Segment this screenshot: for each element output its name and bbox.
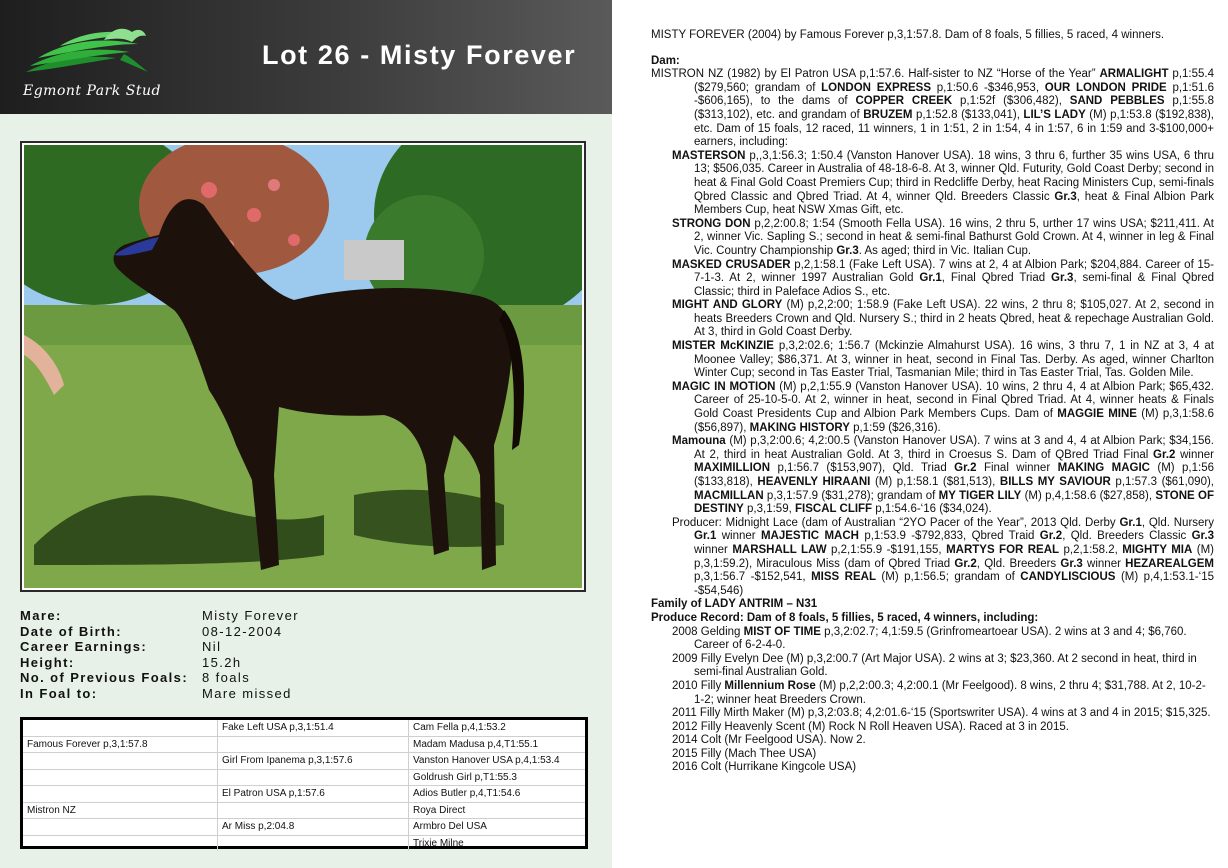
pedigree-cell: Adios Butler p,4,T1:54.6 <box>409 786 586 803</box>
pedigree-cell: Vanston Hanover USA p,4,1:53.4 <box>409 753 586 770</box>
info-value: 08-12-2004 <box>202 623 283 639</box>
info-row-earnings <box>20 639 299 655</box>
pedigree-cell: Armbro Del USA <box>409 819 586 836</box>
lot-title: Lot 26 - Misty Forever <box>262 40 577 70</box>
info-row-dob <box>20 624 299 640</box>
pedigree-cell <box>23 835 218 851</box>
pedigree-row <box>23 819 585 836</box>
info-label: Mare: <box>20 608 62 623</box>
progeny-entry: MISTER McKINZIE p,3,2:02.6; 1:56.7 (Mckinzie Almahurst USA). 16 wins, 3 thru 7, 1 in NZ at 3, 4 at Moonee Valley; $86,371. At 3, winner in heat, second in Final Tas. Derby. As aged, winner Charlton Winter Cup; second in Tas Easter Trial, Tasmanian Mile; third in Tas Easter Trial, Tas. Golden Mile. <box>672 340 1214 380</box>
mare-info <box>20 608 299 702</box>
pedigree-cell <box>218 769 409 786</box>
info-value: 15.2h <box>202 654 242 670</box>
pedigree-row <box>23 835 585 851</box>
info-row-foals <box>20 670 299 686</box>
egmont-logo-icon <box>20 24 152 80</box>
logo-text: Egmont Park Stud <box>23 83 161 99</box>
pedigree-cell <box>23 769 218 786</box>
produce-entry: 2016 Colt (Hurrikane Kingcole USA) <box>672 761 857 774</box>
produce-list <box>651 626 1214 776</box>
pedigree-row <box>23 720 585 736</box>
produce-entry: 2009 Filly Evelyn Dee (M) p,3,2:00.7 (Art Major USA). 2 wins at 3; $23,360. At 2 second in heat, third in semi-final Australian Gold. <box>672 652 1197 679</box>
pedigree-cell <box>23 720 218 736</box>
info-value: Mare missed <box>202 685 292 701</box>
pedigree-cell: El Patron USA p,1:57.6 <box>218 786 409 803</box>
header-banner <box>0 0 612 114</box>
produce-entry: 2014 Colt (Mr Feelgood USA). Now 2. <box>672 734 866 747</box>
pedigree-cell <box>218 802 409 819</box>
family-line: Family of LADY ANTRIM – N31 <box>651 598 818 611</box>
info-label: Date of Birth: <box>20 623 122 639</box>
produce-entry: 2012 Filly Heavenly Scent (M) Rock N Roll Heaven USA). Raced at 3 in 2015. <box>672 720 1069 733</box>
pedigree-cell: Fake Left USA p,3,1:51.4 <box>218 720 409 736</box>
right-panel <box>626 0 1228 868</box>
pedigree-row <box>23 802 585 819</box>
info-value: 8 foals <box>202 670 251 686</box>
producer-paragraph: Producer: Midnight Lace (dam of Australian “2YO Pacer of the Year”, 2013 Qld. Derby Gr.1, Qld. Nursery Gr.1 winner MAJESTIC MACH p,1:53.9 -$792,833, Qbred Traid Gr.2, Qld. Breeders Classic Gr.3 winner MARSHALL LAW p,2,1:55.9 -$191,155, MARTYS FOR REAL p,2,1:58.2, MIGHTY MIA (M) p,3,1:59.2), Miraculous Miss (dam of Qbred Triad Gr.2, Qld. Breeders Gr.3 winner HEZAREALGEM p,3,1:56.7 -$152,541, MISS REAL (M) p,1:56.5; grandam of CANDYLISCIOUS (M) p,4,1:53.1-‘15 -$54,546) <box>672 516 1214 597</box>
pedigree-row <box>23 769 585 786</box>
info-label: Career Earnings: <box>20 639 148 655</box>
pedigree-cell <box>23 786 218 803</box>
pedigree-row <box>23 786 585 803</box>
pedigree-row <box>23 753 585 770</box>
pedigree-cell: Madam Madusa p,4,T1:55.1 <box>409 736 586 753</box>
pedigree-cell: Roya Direct <box>409 802 586 819</box>
progeny-entry: STRONG DON p,2,2:00.8; 1:54 (Smooth Fella USA). 16 wins, 2 thru 5, urther 17 wins USA; $211,411. At 2, winner Vic. Sapling S.; second in heat & semi-final Bathurst Gold Crown. At 4, winner in leg & Final Vic. Country Championship Gr.3. As aged; third in Vic. Italian Cup. <box>672 217 1214 257</box>
horse-photo-icon <box>24 145 582 588</box>
progeny-entry: MASTERSON p,,3,1:56.3; 1:50.4 (Vanston Hanover USA). 18 wins, 3 thru 6, further 35 wins USA, 6 thru 13; $506,035. Career in Australia of 48-18-6-8. At 3, winner Qld. Futurity, Gold Coast Derby; second in heat & Final Gold Coast Premiers Cup; third in Redcliffe Derby, heat Racing Ministers Cup, semi-finals Qbred Classic and Qbred Triad. At 4, winner Qld. Breeders Classic Gr.3, heat & Final Albion Park Members Cup, heat NSW Xmas Gift, etc. <box>672 149 1214 217</box>
pedigree-cell: Famous Forever p,3,1:57.8 <box>23 736 218 753</box>
produce-entry: 2015 Filly (Mach Thee USA) <box>672 747 817 760</box>
intro-line: MISTY FOREVER (2004) by Famous Forever p,3,1:57.8. Dam of 8 foals, 5 fillies, 5 raced, 4 winners. <box>651 29 1165 41</box>
info-label: No. of Previous Foals: <box>20 670 189 686</box>
left-panel <box>0 0 612 868</box>
progeny-entry: MASKED CRUSADER p,2,1:58.1 (Fake Left USA). 7 wins at 2, 4 at Albion Park; $204,884. Career of 15-7-1-3. At 2, winner 1997 Australian Gold Gr.1, Final Qbred Triad Gr.3, semi-final & Final Qbred Classic; third in Paleface Adios S., etc. <box>672 258 1215 298</box>
pedigree-cell: Cam Fella p,4,1:53.2 <box>413 722 506 734</box>
dam-paragraph: MISTRON NZ (1982) by El Patron USA p,1:57.6. Half-sister to NZ “Horse of the Year” ARMALIGHT p,1:55.4 ($279,560; grandam of LONDON EXPRESS p,1:50.6 -$346,953, OUR LONDON PRIDE p,1:51.6 -$606,165), to the dams of COPPER CREEK p,1:52f ($306,482), SAND PEBBLES p,1:55.8 ($313,102), etc. and grandam of BRUZEM p,1:52.8 ($133,041), LIL’S LADY (M) p,1:53.8 ($192,838), etc. Dam of 15 foals, 12 raced, 11 winners, 1 in 1:51, 2 in 1:54, 4 in 1:57, 6 in 1:59 and 3-$100,000+ earners, including: <box>651 68 1215 149</box>
dam-heading: Dam: <box>651 54 680 67</box>
pedigree-cell: Goldrush Girl p,T1:55.3 <box>409 769 586 786</box>
produce-heading: Produce Record: Dam of 8 foals, 5 fillies, 5 raced, 4 winners, including: <box>651 611 1039 624</box>
pedigree-table <box>20 717 588 849</box>
pedigree-cell: Girl From Ipanema p,3,1:57.6 <box>218 753 409 770</box>
pedigree-cell <box>218 835 409 851</box>
pedigree-cell: Trixie Milne <box>409 835 586 851</box>
horse-photo <box>20 141 586 592</box>
info-value: Misty Forever <box>202 608 299 623</box>
info-label: In Foal to: <box>20 685 98 701</box>
produce-entry: 2008 Gelding MIST OF TIME p,3,2:02.7; 4,1:59.5 (Grinfromeartoear USA). 2 wins at 3 and 4; $6,760. Career of 6-2-4-0. <box>672 625 1187 652</box>
info-row-mare <box>20 608 299 624</box>
catalogue-text <box>651 29 1214 775</box>
info-label: Height: <box>20 654 75 670</box>
info-row-height <box>20 655 299 671</box>
progeny-entry: MIGHT AND GLORY (M) p,2,2:00; 1:58.9 (Fake Left USA). 22 wins, 2 thru 8; $105,027. At 2, second in heats Breeders Crown and Qld. Nursery S.; third in 2 heats Qbred, heat & repechage Australian Gold. At 3, third in Gold Coast Derby. <box>672 299 1214 339</box>
pedigree-cell: Mistron NZ <box>23 802 218 819</box>
produce-entry: 2010 Filly Millennium Rose (M) p,2,2:00.3; 4,2:00.1 (Mr Feelgood). 8 wins, 2 thru 4; $31,788. At 2, 10-2-1-2; winner heat Breeders Crown. <box>672 679 1206 706</box>
info-row-in-foal <box>20 686 299 702</box>
pedigree-cell: Ar Miss p,2:04.8 <box>218 819 409 836</box>
progeny-entry: MAGIC IN MOTION (M) p,2,1:55.9 (Vanston Hanover USA). 10 wins, 2 thru 4, 4 at Albion Park; $65,432. Career of 25-10-5-0. At 2, winner in heat, second in Final Qbred Triad. At 4, winner heats & Finals Gold Coast Presidents Cup and Albion Park Members Cups. Dam of MAGGIE MINE (M) p,3,1:58.6 ($56,897), MAKING HISTORY p,1:59 ($26,316). <box>672 380 1215 434</box>
pedigree-row <box>23 736 585 753</box>
progeny-list <box>651 150 1214 517</box>
progeny-entry: Mamouna (M) p,3,2:00.6; 4,2:00.5 (Vanston Hanover USA). 7 wins at 3 and 4, 4 at Albion Park; $34,156. At 2, third in heat Australian Gold. At 3, third in Croesus S. Dam of QBred Triad Final Gr.2 winner MAXIMILLION p,1:56.7 ($153,907), Qld. Triad Gr.2 Final winner MAKING MAGIC (M) p,1:56 ($133,818), HEAVENLY HIRAANI (M) p,1:58.1 ($81,513), BILLS MY SAVIOUR p,1:57.3 ($61,090), MACMILLAN p,3,1:57.9 ($31,278); grandam of MY TIGER LILY (M) p,4,1:58.6 ($27,858), STONE OF DESTINY p,3,1:59, FISCAL CLIFF p,1:54.6-‘16 ($34,024). <box>672 435 1215 516</box>
pedigree-cell <box>23 819 218 836</box>
info-value: Nil <box>202 639 222 655</box>
produce-entry: 2011 Filly Mirth Maker (M) p,3,2:03.8; 4,2:01.6-‘15 (Sportswriter USA). 4 wins at 3 and 4 in 2015; $15,325. <box>672 707 1211 720</box>
pedigree-cell <box>23 753 218 770</box>
pedigree-cell <box>218 736 409 753</box>
